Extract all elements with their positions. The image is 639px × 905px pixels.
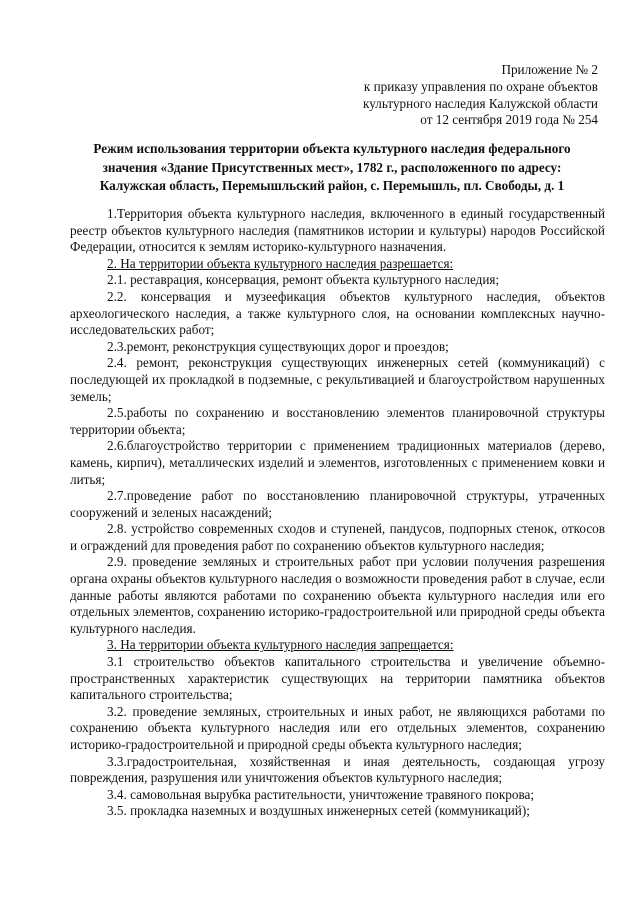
appendix-line: от 12 сентября 2019 года № 254 — [420, 112, 598, 128]
appendix-line: к приказу управления по охране объектов — [363, 78, 598, 94]
paragraph-2-6: 2.6.благоустройство территории с применением традиционных материалов (дерево, камень, кирпич), металлических изделий и элементов, изготовленных с применением ковки и литья; — [70, 438, 605, 487]
title-line: Калужская область, Перемышльский район, с. Перемышль, пл. Свободы, д. 1 — [99, 178, 565, 194]
paragraph-2-2: 2.2. консервация и музеефикация объектов культурного наследия, объектов археологического наследия, а также культурного слоя, на основании комплексных научно-исследовательских работ; — [70, 288, 605, 338]
paragraph-3-3: 3.3.градостроительная, хозяйственная и иная деятельность, создающая угрозу повреждения, разрушения или уничтожения объектов культурного наследия; — [70, 753, 605, 786]
paragraph-3-4: 3.4. самовольная вырубка растительности, уничтожение травяного покрова; — [107, 786, 535, 802]
paragraph-3-2: 3.2. проведение земляных, строительных и иных работ, не являющихся работами по сохранению объекта культурного наследия или его отдельных элементов, сохранению историко-градостроительной и природной среды объекта культурного наследия; — [70, 703, 605, 752]
title-line: Режим использования территории объекта культурного наследия федерального — [93, 141, 571, 156]
appendix-line: культурного наследия Калужской области — [363, 95, 598, 111]
title-line: значения «Здание Присутственных мест», 1782 г., расположенного по адресу: — [102, 159, 562, 175]
paragraph-2-9: 2.9. проведение земляных и строительных работ при условии получения разрешения органа охраны объектов культурного наследия о возможности проведения работ в случае, если данные работы являются работами по сохранению объекта культурного наследия или его отдельных элементов, сохранению историко-градостроительной или природной среды объекта культурного наследия. — [70, 554, 605, 636]
appendix-line: Приложение № 2 — [501, 62, 598, 77]
paragraph-1: 1.Территория объекта культурного наследия, включенного в единый государственный реестр объектов культурного наследия (памятников истории и культуры) народов Российской Федерации, относится к землям историко-культурного назначения. — [70, 206, 605, 255]
appendix-header — [363, 62, 598, 129]
section-heading-allowed: 2. На территории объекта культурного наследия разрешается: — [107, 255, 454, 271]
paragraph-2-3: 2.3.ремонт, реконструкция существующих дорог и проездов; — [107, 338, 449, 354]
paragraph-3-5: 3.5. прокладка наземных и воздушных инженерных сетей (коммуникаций); — [107, 803, 530, 819]
document-title — [60, 140, 604, 196]
paragraph-2-1: 2.1. реставрация, консервация, ремонт объекта культурного наследия; — [107, 272, 500, 288]
paragraph-2-4: 2.4. ремонт, реконструкция существующих инженерных сетей (коммуникаций) с последующей их прокладкой в подземные, с рекультивацией и благоустройством нарушенных земель; — [70, 355, 605, 404]
paragraph-3-1: 3.1 строительство объектов капитального строительства и увеличение объемно-пространственных характеристик существующих на территории памятника объектов капитального строительства; — [70, 654, 605, 703]
paragraph-2-7: 2.7.проведение работ по восстановлению планировочной структуры, утраченных сооружений и зеленых насаждений; — [70, 488, 605, 520]
paragraph-2-8: 2.8. устройство современных сходов и ступеней, пандусов, подпорных стенок, откосов и ограждений для проведения работ по сохранению объектов культурного наследия; — [70, 521, 605, 553]
paragraph-2-5: 2.5.работы по сохранению и восстановлению элементов планировочной структуры территории объекта; — [70, 405, 605, 437]
section-heading-prohibited: 3. На территории объекта культурного наследия запрещается: — [107, 637, 454, 653]
document-body — [70, 206, 605, 820]
